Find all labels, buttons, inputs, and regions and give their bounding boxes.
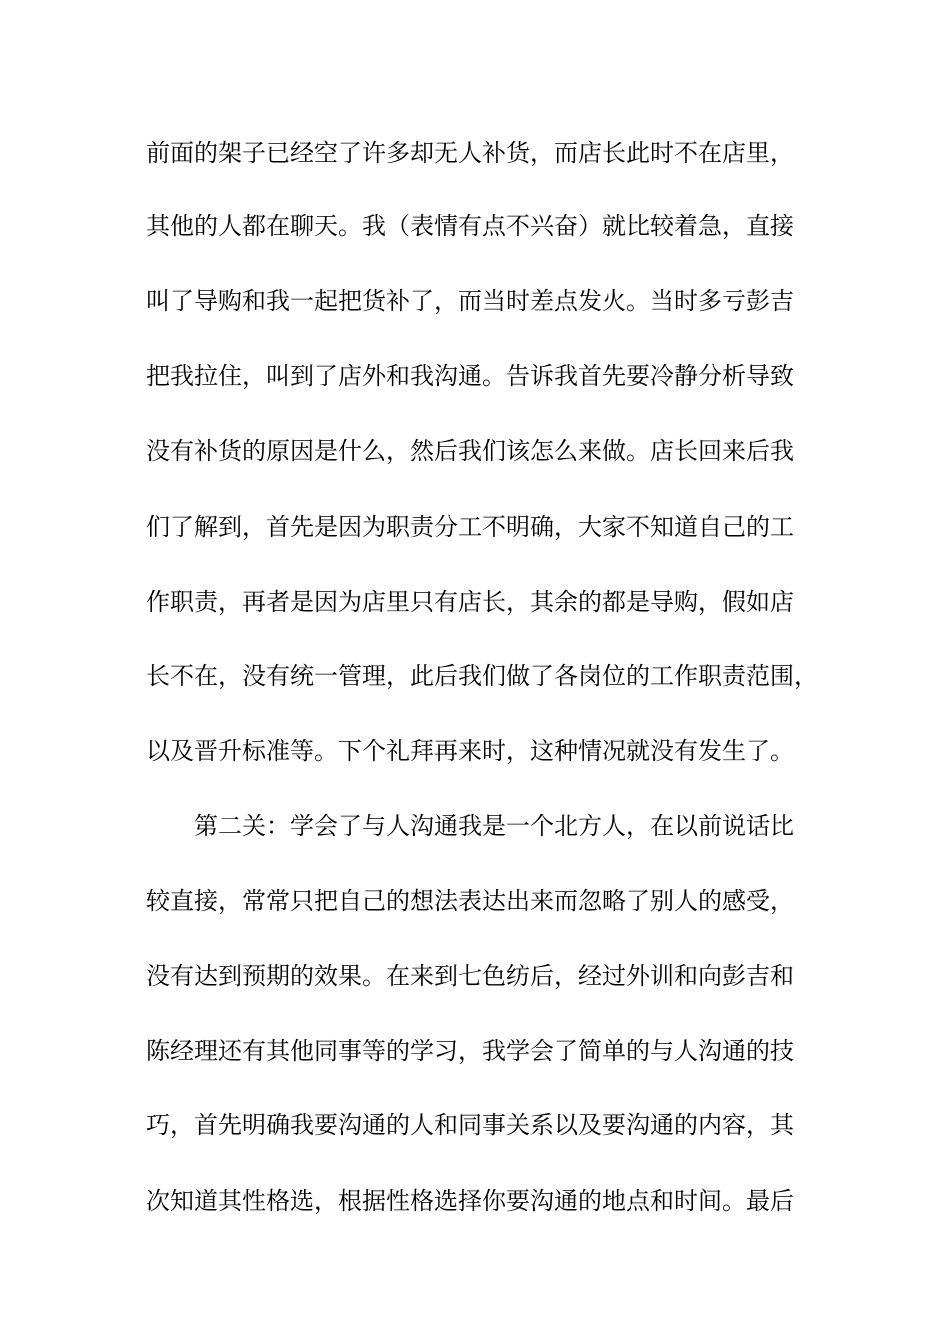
text-line: 没有补货的原因是什么，然后我们该怎么来做。店长回来后我 [146, 437, 794, 465]
text-line: 作职责，再者是因为店里只有店长，其余的都是导购，假如店 [146, 588, 794, 616]
text-line: 以及晋升标准等。下个礼拜再来时，这种情况就没有发生了。 [146, 737, 794, 765]
text-line: 把我拉住，叫到了店外和我沟通。告诉我首先要冷静分析导致 [146, 362, 794, 390]
text-line: 较直接，常常只把自己的想法表达出来而忽略了别人的感受， [146, 887, 794, 915]
text-line: 没有达到预期的效果。在来到七色纺后，经过外训和向彭吉和 [146, 962, 794, 990]
text-line: 陈经理还有其他同事等的学习，我学会了简单的与人沟通的技 [146, 1037, 794, 1065]
text-line: 长不在，没有统一管理，此后我们做了各岗位的工作职责范围， [146, 662, 818, 690]
text-line: 其他的人都在聊天。我（表情有点不兴奋）就比较着急，直接 [146, 212, 794, 240]
text-line: 叫了导购和我一起把货补了，而当时差点发火。当时多亏彭吉 [146, 287, 794, 315]
text-line: 前面的架子已经空了许多却无人补货，而店长此时不在店里， [146, 139, 794, 167]
text-line: 次知道其性格选，根据性格选择你要沟通的地点和时间。最后 [146, 1187, 794, 1215]
text-line: 巧，首先明确我要沟通的人和同事关系以及要沟通的内容，其 [146, 1111, 794, 1139]
paragraph-start-line: 第二关：学会了与人沟通我是一个北方人，在以前说话比 [194, 812, 794, 840]
text-line: 们了解到，首先是因为职责分工不明确，大家不知道自己的工 [146, 513, 794, 541]
